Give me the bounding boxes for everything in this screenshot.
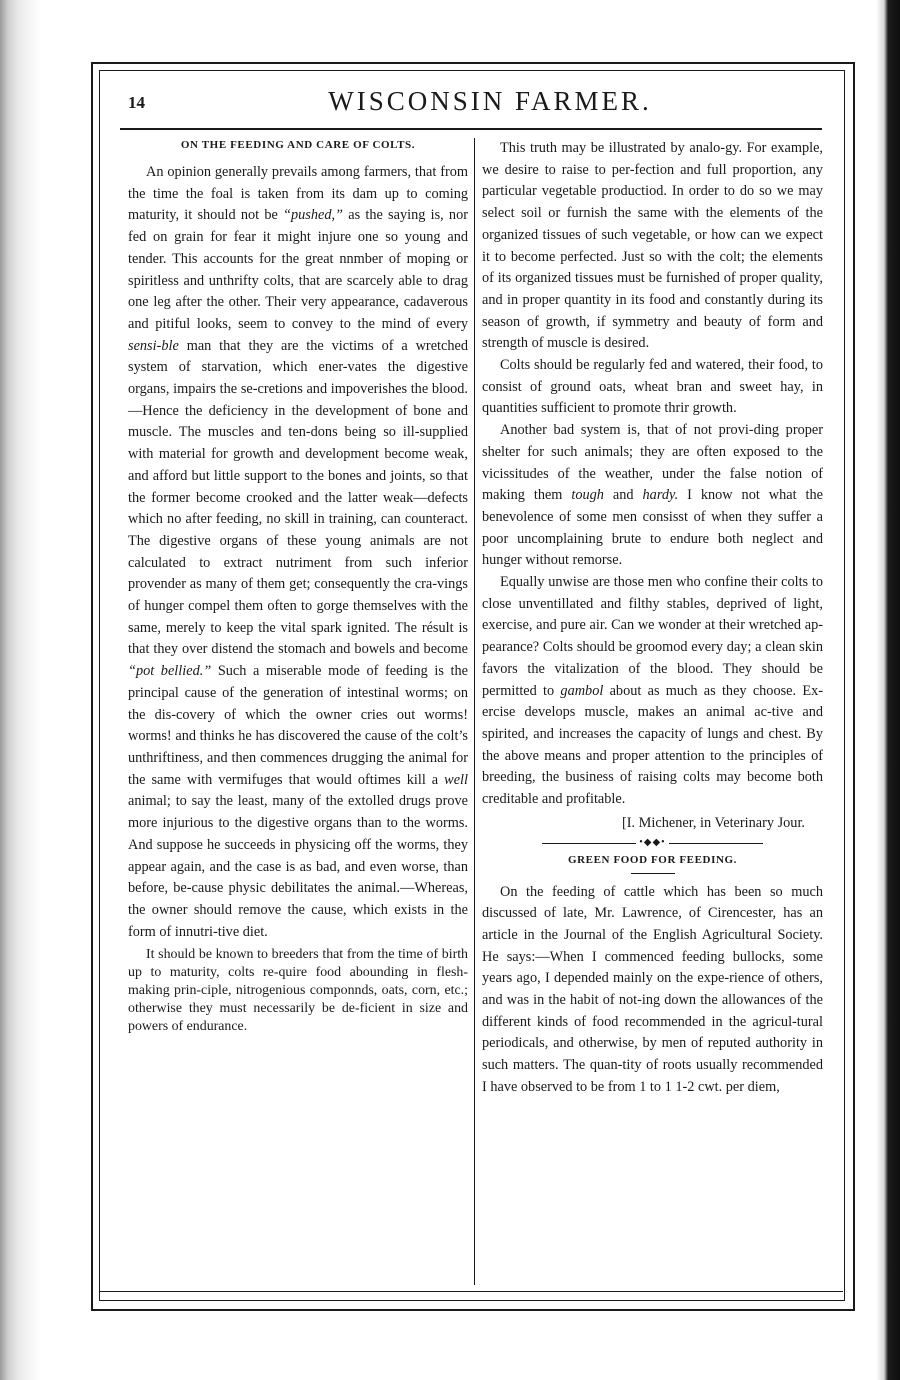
article-title-colts: ON THE FEEDING AND CARE OF COLTS. — [180, 139, 416, 151]
left-page-gutter — [0, 0, 42, 1380]
italic-tough: tough — [571, 487, 604, 504]
column-divider — [474, 138, 475, 1285]
text-run: Another bad system is, that of not provi-ding proper shelter for such animals; they are often exposed to the vicissitudes of the weather, under the false notion of making them — [482, 422, 823, 504]
text-run: as the saying is, nor fed on grain for fear it might injure one so young and tender. This accounts for the great nnmber of moping or spiritless and unthrifty colts, that are scarcely able to drag one leg after the other. Their very appearance, cadaverous and pitiful looks, seem to convey to the mind of every — [128, 207, 468, 332]
text-run: I know not what the benevolence of some men consisst of when they suffer a poor uncomplaining brute to endure both neglect and hunger without remorse. — [482, 487, 823, 569]
article-byline: [I. Michener, in Veterinary Jour. — [622, 814, 805, 831]
colts-paragraph-3: This truth may be illustrated by analo-gy. For example, we desire to raise to per-fection and full proportion, any particular vegetable productiod. In order to do so we may select soil or furnish the same with the elements of the organized tissues of such vegetable, or how can we expect it to become perfected. Just so with the colt; the elements of its organized tissues must be furnished of proper quality, and in proper quantity in its food and constantly during its season of growth, if symmetry and beauty of form and strength of muscle is desired. — [482, 140, 823, 352]
text-run: and — [603, 487, 643, 504]
colts-paragraph-6 — [482, 572, 823, 811]
footer-rule — [99, 1291, 843, 1292]
page-number: 14 — [128, 93, 145, 112]
left-column — [128, 138, 468, 1036]
masthead-title: WISCONSIN FARMER. — [328, 86, 652, 116]
header-rule — [120, 128, 822, 130]
italic-pot-bellied: “pot bellied.” — [128, 663, 212, 680]
right-column — [482, 138, 823, 1099]
right-page-edge — [876, 0, 900, 1380]
italic-sensible: sensi-ble — [128, 337, 179, 354]
text-run: Such a miserable mode of feeding is the principal cause of the generation of intestinal worms; on the dis-covery of which the owner cries out worms! worms! and thinks he has discovered the cause of the colt’s unthriftiness, and then commences drugging the animal for the same with vermifuges that would oftimes kill a — [128, 663, 468, 788]
colts-paragraph-4: Colts should be regularly fed and watered, their food, to consist of ground oats, wheat bran and sweet hay, in quantities sufficient to promote thrir growth. — [482, 357, 823, 417]
italic-hardy: hardy. — [642, 487, 679, 504]
italic-pushed: “pushed,” — [283, 207, 344, 224]
text-run: An opinion generally prevails among farmers, that from the time the foal is taken from its dam up to coming maturity, it should not be — [128, 164, 468, 224]
title-underline-rule — [631, 873, 675, 874]
italic-gambol: gambol — [560, 682, 604, 699]
text-run: Equally unwise are those men who confine their colts to close unventillated and filthy stables, deprived of light, exercise, and pure air. Can we wonder at their wretched ap-pearance? Colts should be groomod every day; a clean skin favors the vitalization of the blood. They should be permitted to — [482, 574, 823, 699]
text-run: animal; to say the least, many of the extolled drugs prove more injurious to the digestive organs than to the worms. And suppose he succeeds in physicing off the worms, they appear again, and the case is as bad, and even worse, than before, be-cause physic debilitates the animal.—Whereas, the owner should remove the cause, which exists in the form of innutri-tive diet. — [128, 793, 468, 940]
italic-well: well — [444, 771, 468, 788]
colts-paragraph-5 — [482, 420, 823, 572]
section-ornament — [482, 837, 823, 849]
colts-paragraph-2: It should be known to breeders that from the time of birth up to maturity, colts re-quire food abounding in flesh-making prin-ciple, nitrogenious componnds, oats, corn, etc.; otherwise they must necessarily be de-ficient in size and powers of endurance. — [128, 947, 468, 1034]
ornament-glyphs: •◆◆• — [636, 837, 668, 848]
colts-paragraph-1 — [128, 162, 468, 943]
text-run: man that they are the victims of a wretched system of starvation, which ener-vates the digestive organs, impairs the se-cretions and impoverishes the blood.—Hence the deficiency in the development of bone and muscle. The muscles and ten-dons being so ill-supplied with material for growth and development become weak, and afford but little support to the bones and joints, so that the former become crooked and the latter weak—defects which no after feeding, no skill in training, can counteract. The digestive organs of these young animals are not calculated to extract nutriment from such inferior provender as many of them get; consequently the cra-vings of hunger compel them often to gorge themselves with the same, merely to keep the vital spark ignited. The résult is that they over distend the stomach and bowels and become — [128, 337, 468, 658]
article-title-green-food: GREEN FOOD FOR FEEDING. — [567, 853, 738, 866]
green-food-paragraph-1: On the feeding of cattle which has been so much discussed of late, Mr. Lawrence, of Cirencester, has an article in the Journal of the English Agricultural Society. He says:—When I commenced feeding bullocks, some years ago, I depended mainly on the expe-rience of others, and was in the habit of not-ing down the allowances of the different kinds of food recommended in the agricul-tural periodicals, and otherwise, by men of reputed authority in such matters. The quan-tity of roots usually recommended I have observed to be from 1 to 1 1-2 cwt. per diem, — [482, 883, 823, 1095]
text-run: about as much as they choose. Ex-ercise develops muscle, makes an animal ac-tive and spirited, and increases the capacity of lungs and chest. By the above means and proper attention to the principles of breeding, the business of raising colts may become both creditable and profitable. — [482, 682, 823, 808]
